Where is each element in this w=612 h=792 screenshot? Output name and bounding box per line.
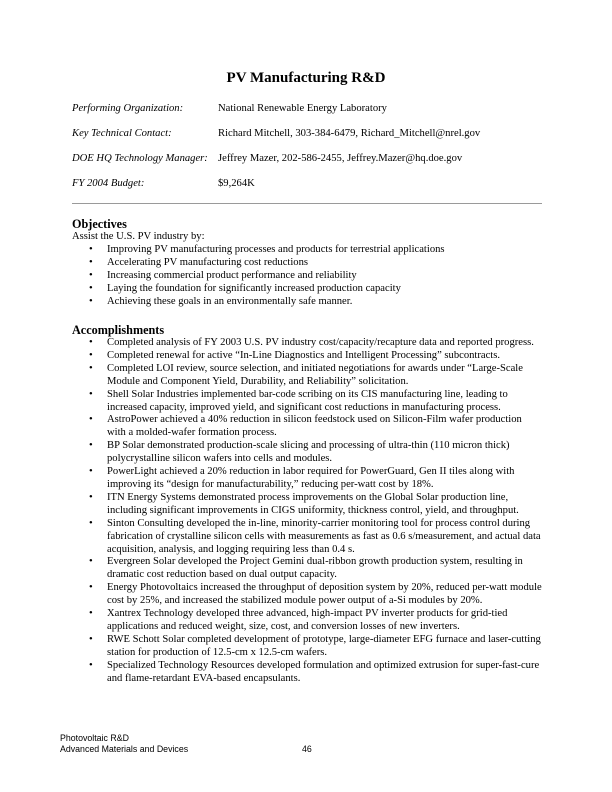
- list-item: • Laying the foundation for significantly increased production capacity: [89, 282, 401, 294]
- bullet-icon: •: [89, 243, 93, 255]
- list-item: • ITN Energy Systems demonstrated process improvements on the Global Solar production line, including significant improvements in CIGS uniformity, thickness control, yield, and throughput.: [89, 491, 519, 516]
- bullet-icon: •: [89, 349, 93, 361]
- accomplishments-section: [72, 323, 542, 685]
- bullet-icon: •: [89, 582, 93, 594]
- footer-line-2: Advanced Materials and Devices: [60, 744, 189, 754]
- meta-value: Jeffrey Mazer, 202-586-2455, Jeffrey.Mazer@hq.doe.gov: [218, 153, 463, 164]
- list-item: • Improving PV manufacturing processes and products for terrestrial applications: [89, 243, 445, 255]
- objectives-section: [72, 217, 542, 308]
- bullet-icon: •: [89, 491, 93, 503]
- bullet-icon: •: [89, 414, 93, 426]
- bullet-icon: •: [89, 362, 93, 374]
- objectives-intro: Assist the U.S. PV industry by:: [72, 231, 205, 242]
- bullet-icon: •: [89, 440, 93, 452]
- meta-label: Performing Organization:: [72, 103, 184, 114]
- meta-label: DOE HQ Technology Manager:: [72, 153, 208, 164]
- list-item: • Sinton Consulting developed the in-line, minority-carrier monitoring tool for process control during fabrication of crystalline silicon cells with measurements as fast as 0.6 s/measurement, and actual data acquisition, analysis, and logging requiring less than 0.4 s.: [89, 517, 541, 555]
- meta-label: Key Technical Contact:: [72, 128, 172, 139]
- bullet-icon: •: [89, 659, 93, 671]
- list-item: • Completed renewal for active “In-Line Diagnostics and Intelligent Processing” subcontracts.: [89, 349, 501, 361]
- bullet-icon: •: [89, 556, 93, 568]
- footer-line-1: Photovoltaic R&D: [60, 733, 129, 743]
- list-item: • RWE Schott Solar completed development of prototype, large-diameter EFG furnace and laser-cutting station for production of 12.5-cm x 12.5-cm wafers.: [89, 633, 541, 658]
- list-item: • Specialized Technology Resources developed formulation and optimized extrusion for super-fast-cure and flame-retardant EVA-based encapsulants.: [89, 659, 540, 684]
- bullet-icon: •: [89, 337, 93, 348]
- meta-label: FY 2004 Budget:: [72, 178, 145, 189]
- meta-value: $9,264K: [218, 178, 255, 189]
- bullet-icon: •: [89, 256, 93, 268]
- list-item: • PowerLight achieved a 20% reduction in labor required for PowerGuard, Gen II tiles along with improving its “design for manufacturability,” reducing per-watt cost by 18%.: [89, 466, 515, 490]
- list-item: • Increasing commercial product performance and reliability: [89, 269, 357, 281]
- bullet-icon: •: [89, 282, 93, 294]
- accomplishments-list: [72, 337, 542, 685]
- page-title: PV Manufacturing R&D: [226, 70, 386, 86]
- list-item: • Completed LOI review, source selection, and initiated negotiations for awards under “Large-Scale Module and Component Yield, Durability, and Reliability” solicitation.: [89, 362, 523, 387]
- page-footer: [60, 733, 188, 755]
- list-item: • Evergreen Solar developed the Project Gemini dual-ribbon growth production system, resulting in dramatic cost reduction based on dual output capacity.: [89, 556, 523, 581]
- objectives-list: [72, 244, 542, 309]
- accomplishments-heading: Accomplishments: [72, 323, 165, 337]
- bullet-icon: •: [89, 633, 93, 645]
- bullet-icon: •: [89, 388, 93, 400]
- bullet-icon: •: [89, 295, 93, 307]
- bullet-icon: •: [89, 517, 93, 529]
- bullet-icon: •: [89, 466, 93, 478]
- meta-value: National Renewable Energy Laboratory: [218, 103, 387, 114]
- list-item: • Accelerating PV manufacturing cost reductions: [89, 256, 309, 268]
- divider: [72, 203, 542, 204]
- page-number: 46: [302, 744, 312, 754]
- objectives-heading: Objectives: [72, 217, 127, 231]
- bullet-icon: •: [89, 269, 93, 281]
- list-item: • Achieving these goals in an environmentally safe manner.: [89, 295, 353, 307]
- list-item: • BP Solar demonstrated production-scale slicing and processing of ultra-thin (110 micron thick) polycrystalline silicon wafers into cells and modules.: [89, 440, 510, 465]
- list-item: • AstroPower achieved a 40% reduction in silicon feedstock used on Silicon-Film wafer production with a molded-wafer formation process.: [89, 414, 522, 439]
- list-item: • Shell Solar Industries implemented bar-code scribing on its CIS manufacturing line, leading to increased capacity, improved yield, and significant cost reductions in manufacturing process.: [89, 388, 508, 413]
- list-item: • Energy Photovoltaics increased the throughput of deposition system by 20%, reduced per-watt module cost by 25%, and increased the stabilized module power output of a-Si modules by 20%.: [89, 582, 542, 607]
- list-item: • Xantrex Technology developed three advanced, high-impact PV inverter products for grid-tied applications and reduced weight, size, cost, and conversion losses of new inverters.: [89, 608, 508, 632]
- list-item: • Completed analysis of FY 2003 U.S. PV industry cost/capacity/recapture data and reported progress.: [89, 337, 534, 348]
- bullet-icon: •: [89, 608, 93, 620]
- meta-value: Richard Mitchell, 303-384-6479, Richard_Mitchell@nrel.gov: [218, 128, 481, 139]
